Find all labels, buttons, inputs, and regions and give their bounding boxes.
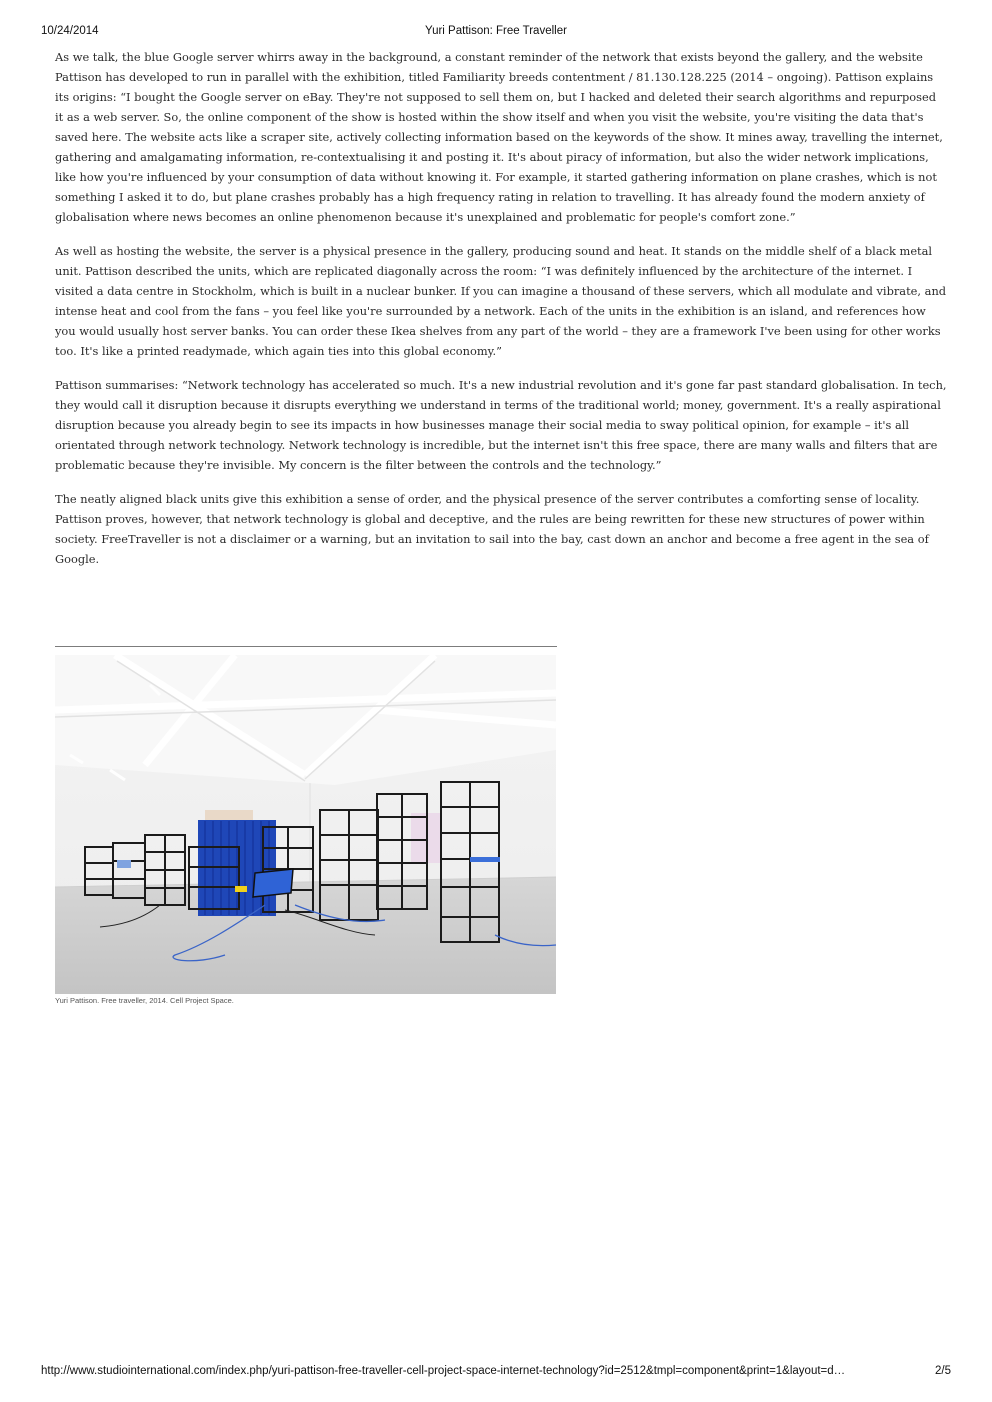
- figure-divider: [55, 646, 557, 647]
- article-paragraph: As well as hosting the website, the server is a physical presence in the gallery, producing sound and heat. It stands on the middle shelf of a black metal unit. Pattison described the units, which are replicated diagonally across the room: “I was definitely influenced by the architecture of the internet. I visited a data centre in Stockholm, which is built in a nuclear bunker. If you can imagine a thousand of these servers, which all modulate and vibrate, and intense heat and cool from the fans – you feel like you're surrounded by a network. Each of the units in the exhibition is an island, and references how you would usually host server banks. You can order these Ikea shelves from any part of the world – they are a framework I've been using for other works too. It's like a printed readymade, which again ties into this global economy.”: [55, 244, 947, 358]
- article-paragraph: Pattison summarises: “Network technology has accelerated so much. It's a new industrial revolution and it's gone far past standard globalisation. In tech, they would call it disruption because it disrupts everything we understand in terms of the traditional world; money, government. It's a really aspirational disruption because you already begin to see its impacts in how businesses manage their social media to sway political opinion, for example – it's all orientated through network technology. Network technology is incredible, but the internet isn't this free space, there are many walls and filters that are problematic because they're invisible. My concern is the filter between the controls and the technology.”: [55, 378, 947, 472]
- print-header: [41, 25, 951, 41]
- page-number: 2/5: [935, 1365, 951, 1377]
- figure-caption: Yuri Pattison. Free traveller, 2014. Cell Project Space.: [55, 996, 234, 1005]
- source-url: http://www.studiointernational.com/index.php/yuri-pattison-free-traveller-cell-project-space-internet-technology?id=2512&tmpl=component&print=1&layout=d…: [41, 1365, 846, 1377]
- article-figure: [55, 646, 557, 1005]
- print-footer: [41, 1365, 951, 1379]
- print-date: 10/24/2014: [41, 25, 99, 37]
- gallery-installation-photo: [55, 655, 556, 994]
- article-paragraph: As we talk, the blue Google server whirrs away in the background, a constant reminder of the network that exists beyond the gallery, and the website Pattison has developed to run in parallel with the exhibition, titled Familiarity breeds contentment / 81.130.128.225 (2014 – ongoing). Pattison explains its origins: “I bought the Google server on eBay. They're not supposed to sell them on, but I hacked and deleted their search algorithms and repurposed it as a web server. So, the online component of the show is hosted within the show itself and when you visit the website, you're visiting the data that's saved here. The website acts like a scraper site, actively collecting information based on the keywords of the show. It mines away, travelling the internet, gathering and amalgamating information, re-contextualising it and posting it. It's about piracy of information, but also the wider network implications, like how you're influenced by your consumption of data without knowing it. For example, it started gathering information on plane crashes, which is not something I asked it to do, but plane crashes probably has a high frequency rating in relation to travelling. It has already found the modern anxiety of globalisation where news becomes an online phenomenon because it's unexplained and problematic for people's comfort zone.”: [55, 50, 943, 224]
- article-body: [55, 47, 947, 583]
- page-title: Yuri Pattison: Free Traveller: [425, 25, 567, 37]
- article-paragraph: The neatly aligned black units give this exhibition a sense of order, and the physical presence of the server contributes a comforting sense of locality. Pattison proves, however, that network technology is global and deceptive, and the rules are being rewritten for these new structures of power within society. FreeTraveller is not a disclaimer or a warning, but an invitation to sail into the bay, cast down an anchor and become a free agent in the sea of Google.: [55, 492, 929, 566]
